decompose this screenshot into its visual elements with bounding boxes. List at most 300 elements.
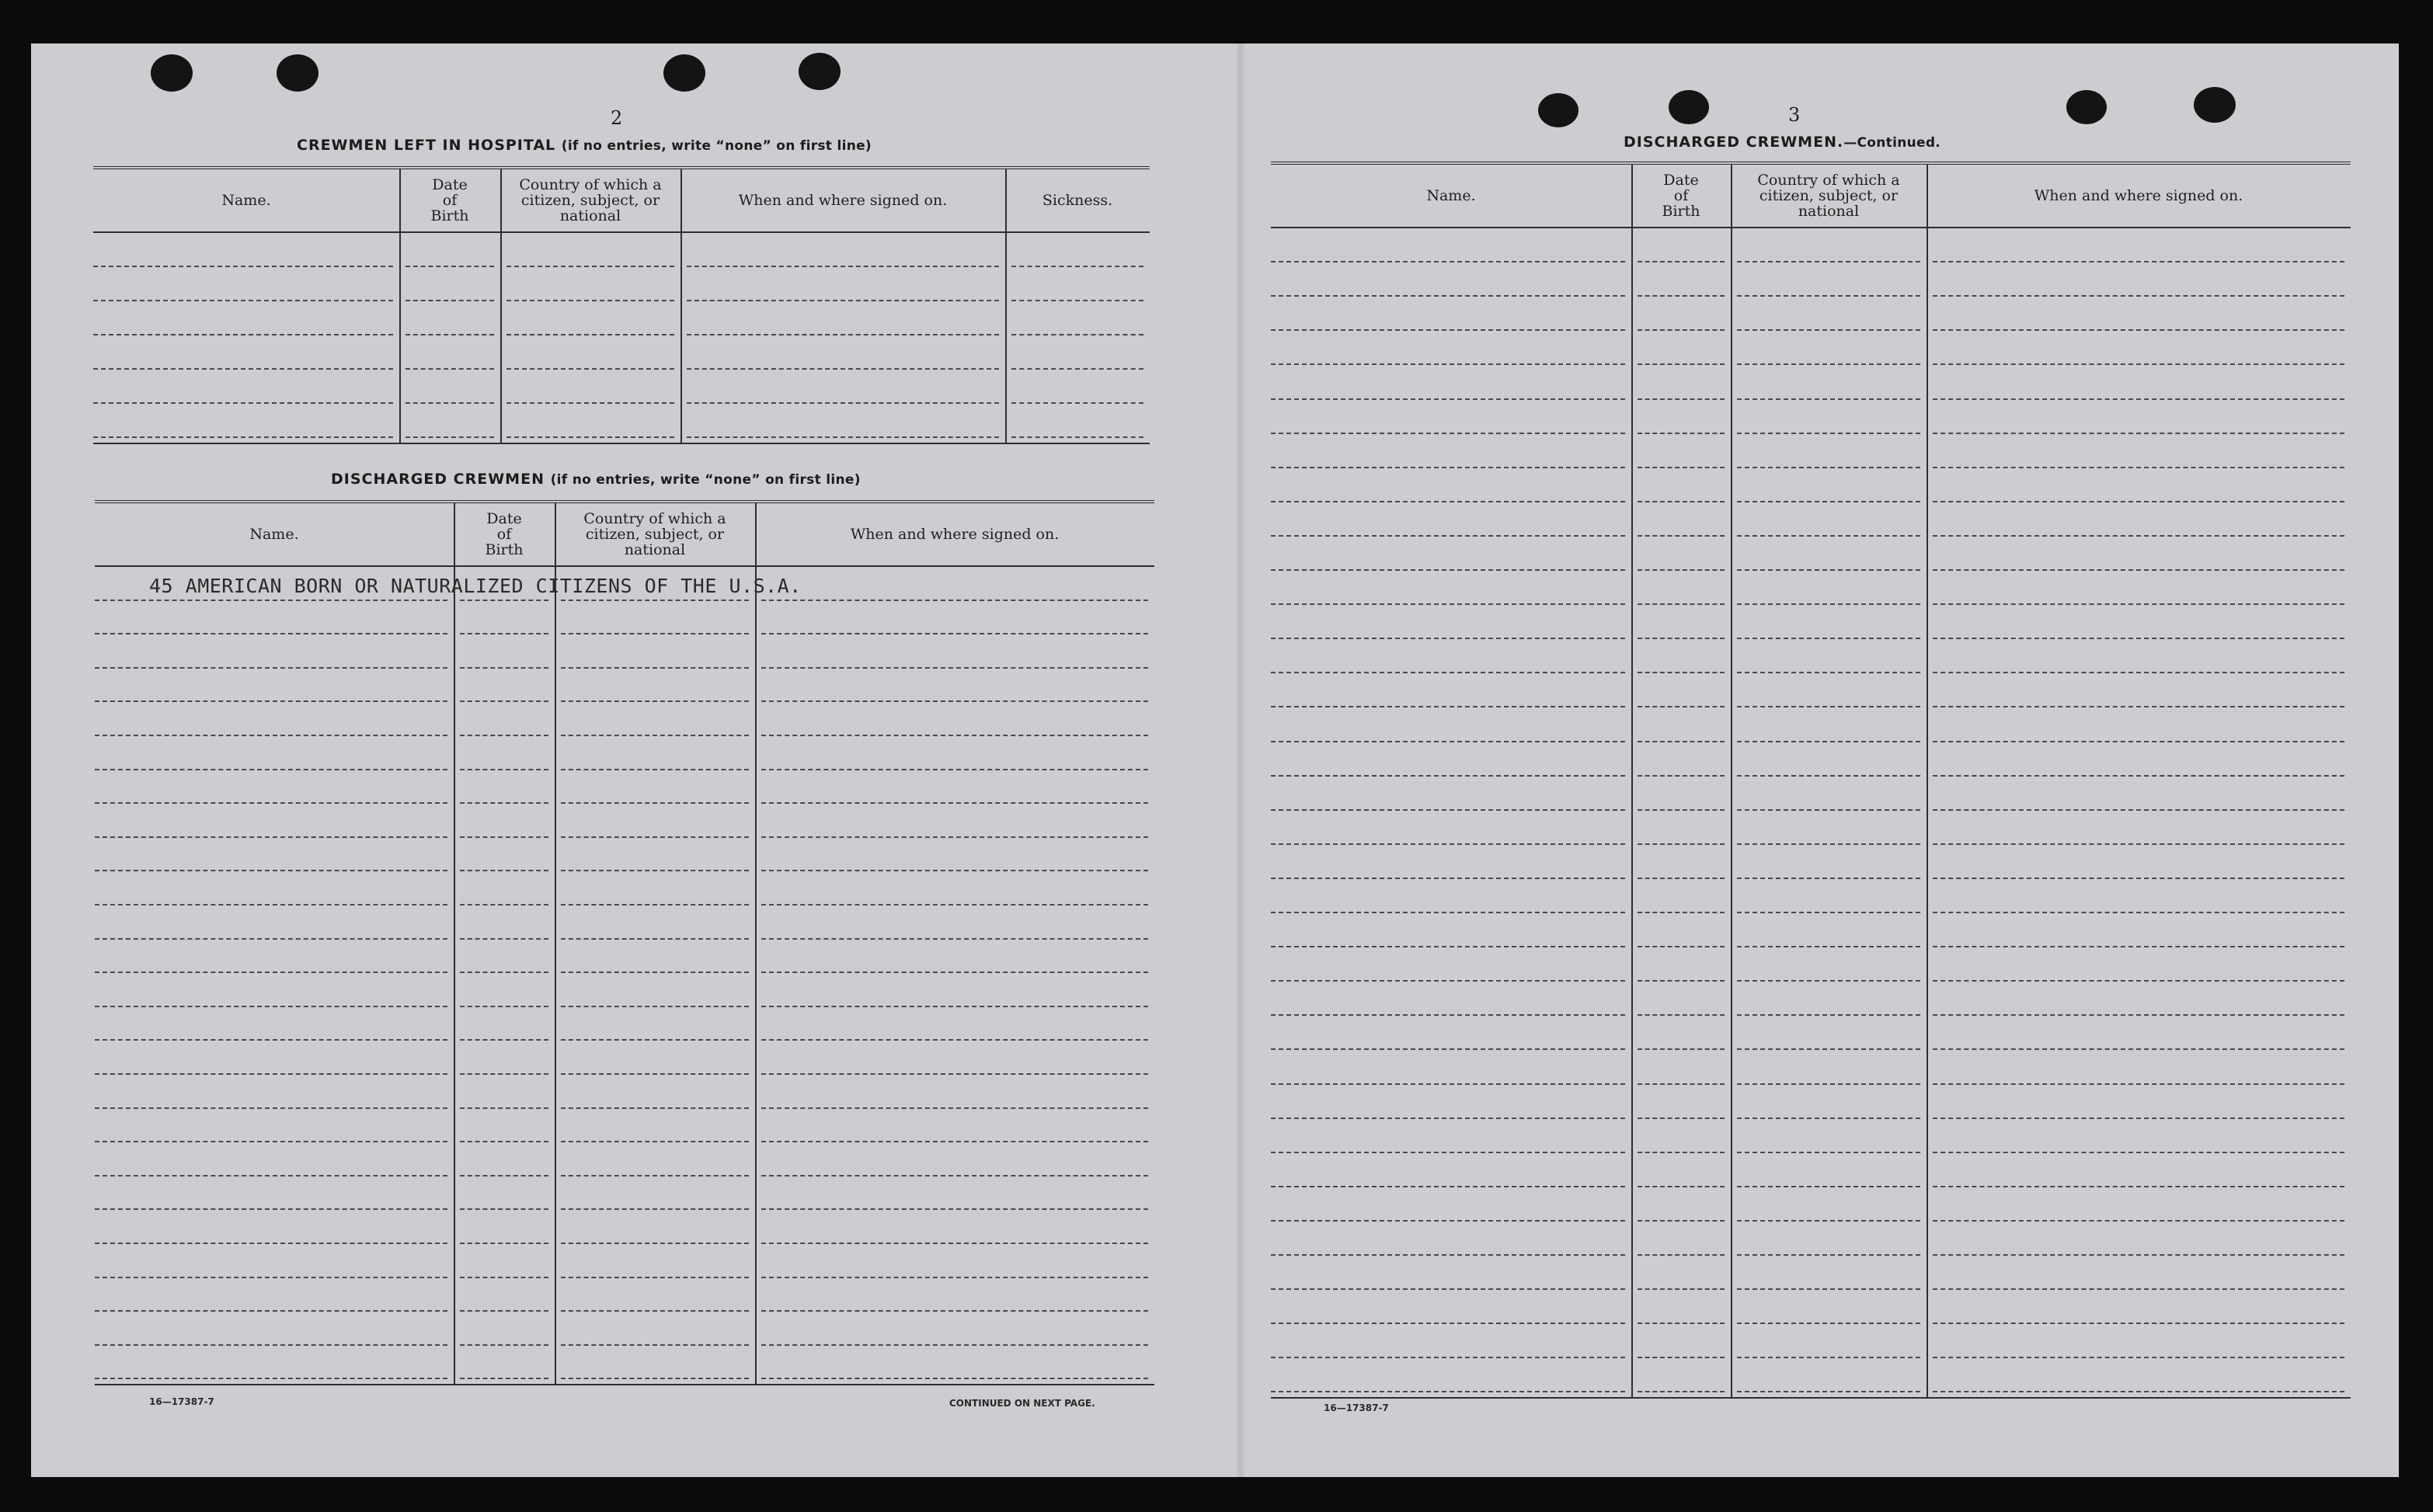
ruled-line [460,938,548,940]
punch-hole [2066,90,2107,124]
ruled-line [506,402,674,404]
ruled-line [1737,1048,1920,1050]
ruled-line [1271,1152,1625,1153]
column-divider [555,503,556,1384]
ruled-line [1271,1083,1625,1085]
ruled-line [561,633,749,634]
ruled-line [460,802,548,804]
discharged-title-note: (if no entries, write “none” on first line) [550,472,861,488]
ruled-line [95,1344,447,1346]
ruled-line [1933,1083,2344,1085]
discharged-continued-suffix: —Continued. [1843,135,1941,151]
ruled-line [561,1006,749,1007]
ruled-line [1737,603,1920,605]
ruled-line [1933,1186,2344,1187]
ruled-line [1638,1117,1725,1119]
ruled-line [95,769,447,770]
ruled-line [1638,1220,1725,1222]
ruled-line [1737,261,1920,262]
ruled-line [1271,398,1625,400]
ruled-line [1933,638,2344,639]
ruled-line [561,1039,749,1041]
discharged-continued-table-header [1271,165,2351,228]
ruled-line [1271,1288,1625,1290]
ruled-line [1737,1186,1920,1187]
ruled-line [1737,843,1920,845]
ruled-line [95,836,447,838]
ruled-line [1638,329,1725,331]
ruled-line [1933,1014,2344,1016]
ruled-line [1737,535,1920,537]
ruled-line [1933,1152,2344,1153]
ruled-line [1933,261,2344,262]
ruled-line [1737,672,1920,673]
column-divider [399,169,401,443]
ruled-line [1271,433,1625,434]
col-header-date-of-birth: Date of Birth [430,176,469,224]
ruled-line [561,972,749,973]
document-sheet [31,43,2399,1477]
column-divider [1731,165,1732,1397]
ruled-line [761,1378,1148,1379]
hospital-title-note: (if no entries, write “none” on first line) [561,138,872,154]
ruled-line [687,436,999,438]
hospital-table [93,166,1150,449]
ruled-line [1737,946,1920,947]
ruled-line [1271,1254,1625,1256]
ruled-line [460,1107,548,1109]
ruled-line [506,334,674,335]
ruled-line [761,1277,1148,1278]
discharged-table [95,500,1154,1398]
discharged-continued-title-text: DISCHARGED CREWMEN. [1624,134,1844,151]
ruled-line [1737,912,1920,913]
ruled-line [460,633,548,634]
ruled-line [1638,1152,1725,1153]
ruled-line [1933,946,2344,947]
ruled-line [95,735,447,736]
ruled-line [1638,261,1725,262]
ruled-line [1737,1117,1920,1119]
ruled-line [1933,1220,2344,1222]
ruled-line [1011,402,1143,404]
ruled-line [761,633,1148,634]
ruled-line [761,1310,1148,1312]
ruled-line [761,1208,1148,1210]
column-divider [680,169,682,443]
ruled-line [561,735,749,736]
ruled-line [460,904,548,905]
ruled-line [1737,467,1920,468]
ruled-line [1638,843,1725,845]
col-header-name: Name. [249,526,299,543]
ruled-line [761,1006,1148,1007]
ruled-line [1638,706,1725,707]
ruled-line [1933,843,2344,845]
col-header-name: Name. [221,192,271,209]
ruled-line [1271,295,1625,297]
ruled-line [1933,501,2344,502]
ruled-line [460,1378,548,1379]
ruled-line [561,1277,749,1278]
ruled-line [1638,912,1725,913]
ruled-line [561,1107,749,1109]
ruled-line [95,870,447,871]
discharged-continued-table [1271,162,2351,1401]
ruled-line [1737,775,1920,777]
ruled-line [460,1243,548,1244]
punch-hole [799,53,841,90]
ruled-line [1638,603,1725,605]
hospital-title-text: CREWMEN LEFT IN HOSPITAL [297,137,556,154]
ruled-line [406,402,494,404]
ruled-line [1933,569,2344,571]
ruled-line [761,972,1148,973]
ruled-line [1933,1391,2344,1392]
ruled-line [1737,706,1920,707]
ruled-line [561,836,749,838]
ruled-line [1271,1048,1625,1050]
table-bottom-rule [95,1384,1154,1385]
ruled-line [1737,1288,1920,1290]
column-divider [1631,165,1633,1397]
ruled-line [761,1107,1148,1109]
ruled-line [1638,809,1725,811]
col-header-name: Name. [1426,187,1476,204]
ruled-line [406,300,494,301]
ruled-line [460,1175,548,1177]
ruled-line [687,368,999,370]
ruled-line [460,769,548,770]
ruled-line [1638,398,1725,400]
ruled-line [506,266,674,267]
ruled-line [1638,535,1725,537]
ruled-line [95,802,447,804]
ruled-line [1933,809,2344,811]
discharged-title-text: DISCHARGED CREWMEN [331,471,545,488]
ruled-line [93,402,393,404]
ruled-line [95,600,447,601]
ruled-line [93,436,393,438]
ruled-line [1638,1288,1725,1290]
ruled-line [761,938,1148,940]
ruled-line [1271,569,1625,571]
ruled-line [406,436,494,438]
ruled-line [761,600,1148,601]
ruled-line [1933,535,2344,537]
ruled-line [1638,467,1725,468]
hospital-section-title [297,137,872,154]
ruled-line [95,1310,447,1312]
ruled-line [1638,638,1725,639]
ruled-line [1737,809,1920,811]
ruled-line [506,368,674,370]
ruled-line [1933,329,2344,331]
discharged-continued-title [1624,134,1940,151]
punch-hole [2194,87,2236,123]
ruled-line [1737,569,1920,571]
ruled-line [460,1208,548,1210]
ruled-line [1737,329,1920,331]
ruled-line [1271,912,1625,913]
ruled-line [561,1243,749,1244]
ruled-line [460,1310,548,1312]
ruled-line [561,1310,749,1312]
ruled-line [1638,295,1725,297]
ruled-line [1933,1048,2344,1050]
ruled-line [1933,706,2344,707]
ruled-line [561,870,749,871]
page-number: 3 [1788,104,1801,126]
ruled-line [93,300,393,301]
ruled-line [95,633,447,634]
ruled-line [1933,980,2344,982]
table-bottom-rule [1271,1397,2351,1399]
ruled-line [460,836,548,838]
ruled-line [761,802,1148,804]
ruled-line [460,1039,548,1041]
ruled-line [1933,603,2344,605]
ruled-line [95,1208,447,1210]
ruled-line [1011,266,1143,267]
ruled-line [1271,1323,1625,1324]
ruled-line [561,600,749,601]
ruled-line [1933,295,2344,297]
ruled-line [561,700,749,702]
ruled-line [1933,741,2344,742]
ruled-line [1011,334,1143,335]
ruled-line [1737,1083,1920,1085]
ruled-line [687,402,999,404]
ruled-line [95,1107,447,1109]
ruled-line [95,1141,447,1142]
ruled-line [1933,398,2344,400]
ruled-line [406,266,494,267]
ruled-line [1933,878,2344,879]
ruled-line [1638,878,1725,879]
ruled-line [460,735,548,736]
ruled-line [1271,672,1625,673]
ruled-line [95,1175,447,1177]
col-header-sickness: Sickness. [1042,192,1113,209]
discharged-section-title [331,471,861,488]
ruled-line [1271,638,1625,639]
ruled-line [406,334,494,335]
ruled-line [1933,672,2344,673]
ruled-line [95,667,447,669]
ruled-line [1737,1391,1920,1392]
ruled-line [93,266,393,267]
ruled-line [687,300,999,301]
column-divider [1927,165,1928,1397]
ruled-line [1933,1323,2344,1324]
column-divider [755,503,757,1384]
ruled-line [1933,912,2344,913]
ruled-line [1933,1117,2344,1119]
ruled-line [1933,467,2344,468]
ruled-line [1271,741,1625,742]
ruled-line [1271,946,1625,947]
col-header-signed-on: When and where signed on. [850,526,1060,543]
ruled-line [1638,741,1725,742]
ruled-line [1271,1357,1625,1358]
ruled-line [460,1141,548,1142]
ruled-line [1737,1357,1920,1358]
form-number: 16—17387-7 [149,1396,214,1407]
ruled-line [1271,501,1625,502]
ruled-line [561,1208,749,1210]
ruled-line [1638,1083,1725,1085]
col-header-signed-on: When and where signed on. [738,192,948,209]
ruled-line [460,1344,548,1346]
ruled-line [1737,295,1920,297]
ruled-line [406,368,494,370]
ruled-line [95,938,447,940]
ruled-line [761,1073,1148,1075]
ruled-line [1737,1323,1920,1324]
ruled-line [687,334,999,335]
ruled-line [95,1243,447,1244]
table-bottom-rule [93,443,1150,444]
ruled-line [761,1175,1148,1177]
ruled-line [1737,638,1920,639]
ruled-line [93,334,393,335]
ruled-line [1271,467,1625,468]
ruled-line [1011,368,1143,370]
col-header-date-of-birth: Date of Birth [485,510,524,558]
discharged-table-header [95,503,1154,567]
ruled-line [1271,603,1625,605]
ruled-line [460,600,548,601]
ruled-line [1638,433,1725,434]
ruled-line [1933,1254,2344,1256]
ruled-line [1737,398,1920,400]
column-divider [500,169,502,443]
col-header-country: Country of which a citizen, subject, or national [519,176,662,224]
ruled-line [761,1243,1148,1244]
ruled-line [561,904,749,905]
hospital-table-header [93,169,1150,233]
ruled-line [506,300,674,301]
ruled-line [561,802,749,804]
ruled-line [1638,1048,1725,1050]
ruled-line [1271,706,1625,707]
punch-hole [663,54,705,92]
ruled-line [1737,433,1920,434]
ruled-line [561,1141,749,1142]
ruled-line [1737,1220,1920,1222]
ruled-line [761,1344,1148,1346]
ruled-line [761,904,1148,905]
ruled-line [761,870,1148,871]
column-divider [454,503,455,1384]
ruled-line [1638,1254,1725,1256]
ruled-line [1271,261,1625,262]
ruled-line [95,1039,447,1041]
ruled-line [761,1141,1148,1142]
punch-hole [151,54,193,92]
ruled-line [95,1073,447,1075]
punch-hole [1669,90,1709,124]
ruled-line [761,836,1148,838]
ruled-line [460,1006,548,1007]
ruled-line [506,436,674,438]
ruled-line [1638,946,1725,947]
ruled-line [460,1277,548,1278]
ruled-line [1737,1254,1920,1256]
ruled-line [1638,1014,1725,1016]
ruled-line [1933,775,2344,777]
ruled-line [1933,1357,2344,1358]
ruled-line [1271,1117,1625,1119]
ruled-line [460,667,548,669]
column-divider [1005,169,1007,443]
ruled-line [1737,363,1920,365]
ruled-line [1271,775,1625,777]
ruled-line [1737,741,1920,742]
ruled-line [95,1277,447,1278]
ruled-line [561,1378,749,1379]
ruled-line [1737,878,1920,879]
ruled-line [561,938,749,940]
ruled-line [1638,1323,1725,1324]
page-fold [1237,43,1244,1477]
ruled-line [761,769,1148,770]
ruled-line [95,700,447,702]
ruled-line [1933,363,2344,365]
ruled-line [1638,980,1725,982]
ruled-line [1737,1152,1920,1153]
ruled-line [95,1006,447,1007]
page-number: 2 [611,107,623,129]
ruled-line [1271,1014,1625,1016]
ruled-line [561,1073,749,1075]
ruled-line [1933,1288,2344,1290]
ruled-line [93,368,393,370]
col-header-country: Country of which a citizen, subject, or national [1757,172,1900,220]
ruled-line [95,972,447,973]
typed-entry: 45 AMERICAN BORN OR NATURALIZED CITIZENS OF THE U.S.A. [149,575,802,597]
ruled-line [460,700,548,702]
ruled-line [761,700,1148,702]
ruled-line [1737,980,1920,982]
ruled-line [1271,363,1625,365]
ruled-line [1737,1014,1920,1016]
ruled-line [1271,843,1625,845]
ruled-line [561,667,749,669]
punch-hole [277,54,318,92]
ruled-line [1638,501,1725,502]
ruled-line [561,1175,749,1177]
ruled-line [1271,809,1625,811]
punch-hole [1538,93,1578,127]
ruled-line [761,1039,1148,1041]
ruled-line [561,769,749,770]
ruled-line [1271,1220,1625,1222]
col-header-date-of-birth: Date of Birth [1662,172,1700,220]
form-number: 16—17387-7 [1324,1403,1389,1413]
ruled-line [1011,436,1143,438]
ruled-line [1737,501,1920,502]
ruled-line [95,904,447,905]
col-header-signed-on: When and where signed on. [2034,187,2243,204]
ruled-line [1638,569,1725,571]
ruled-line [1271,535,1625,537]
ruled-line [687,266,999,267]
col-header-country: Country of which a citizen, subject, or national [583,510,726,558]
ruled-line [460,870,548,871]
ruled-line [1011,300,1143,301]
